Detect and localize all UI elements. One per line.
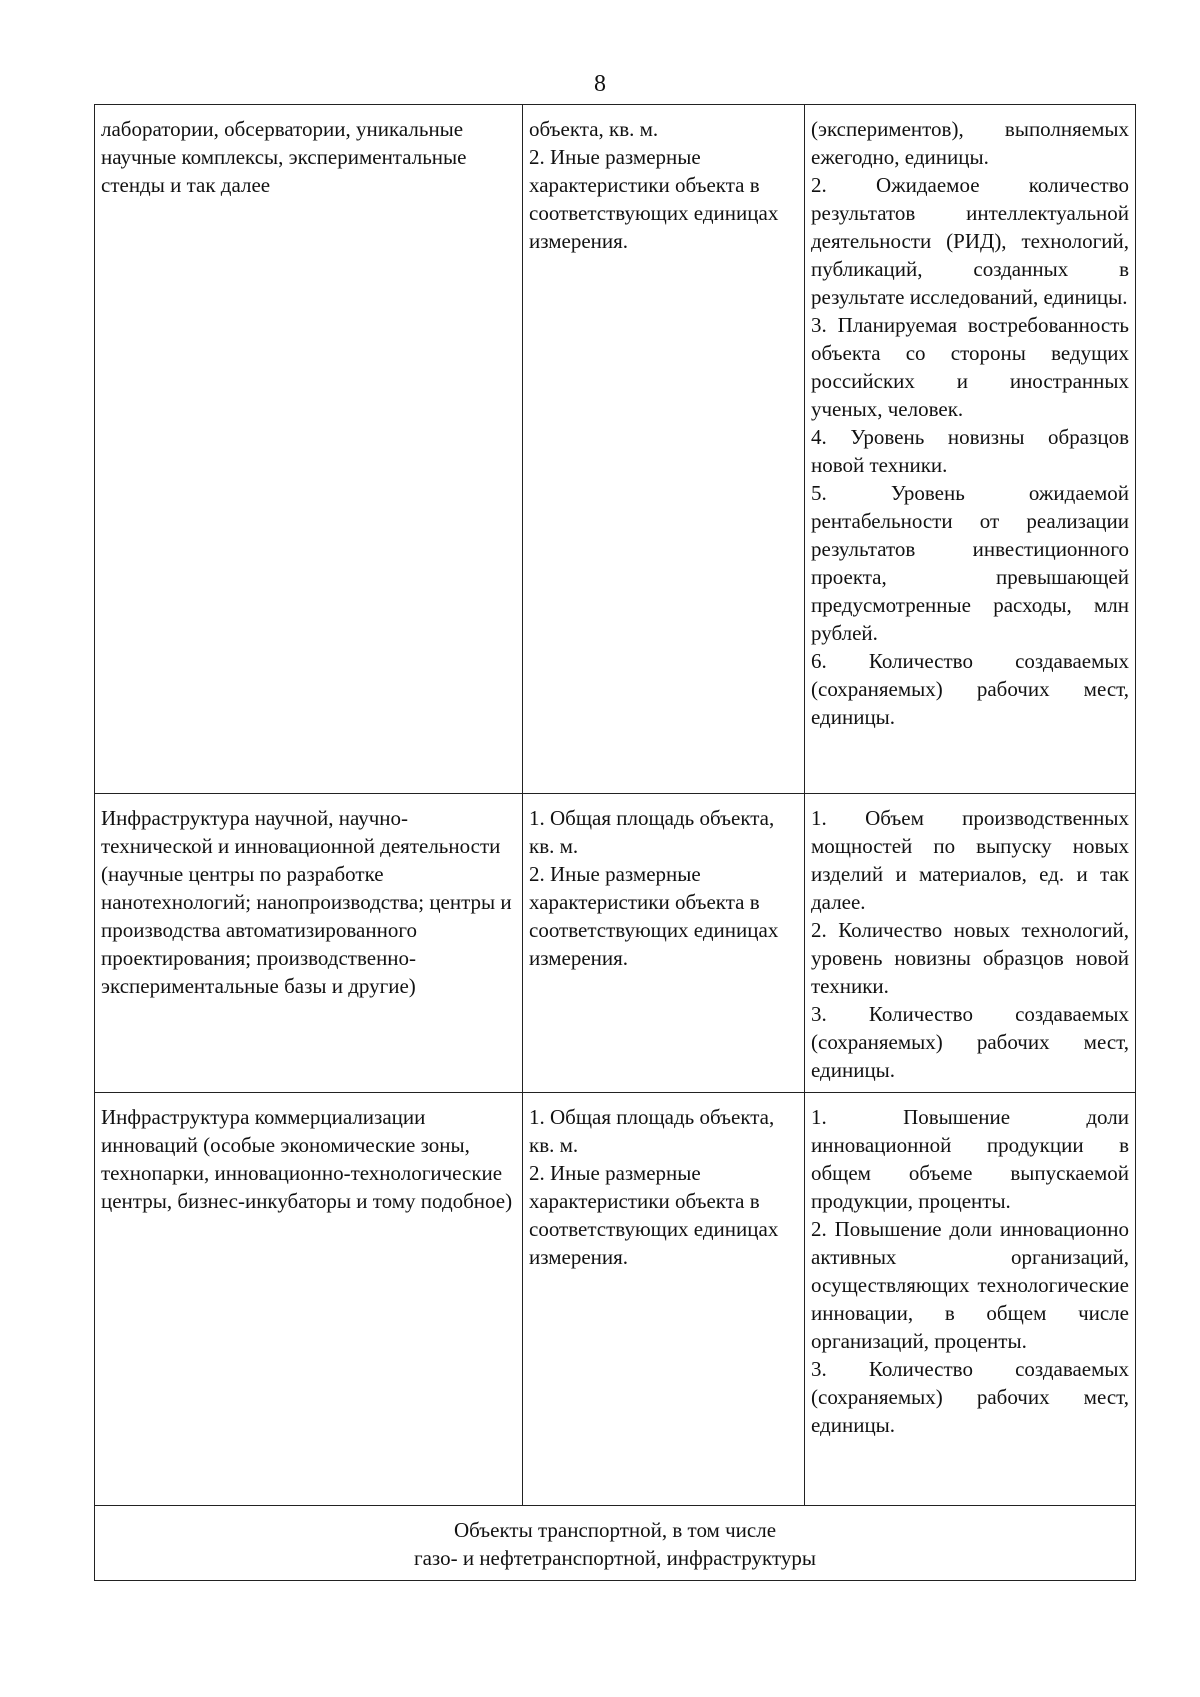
object-type-cell (95, 794, 523, 1093)
section-heading-line: газо- и нефтетранспортной, инфраструктуры (413, 1546, 816, 1570)
object-characteristics-cell (523, 1093, 805, 1506)
characteristic-item: 2. Иные размерные характеристики объекта в соответствующих единицах измерения. (529, 1161, 779, 1269)
characteristic-item: 1. Общая площадь объекта, кв. м. (529, 1105, 775, 1157)
indicator-item: 6. Количество создаваемых (сохраняемых) рабочих мест, единицы. (811, 649, 1129, 729)
characteristic-item: 1. Общая площадь объекта, кв. м. (529, 806, 775, 858)
indicator-item: 1. Повышение доли инновационной продукции в общем объеме выпускаемой продукции, проценты. (811, 1105, 1129, 1213)
object-type-text: Инфраструктура научной, научно-технической и инновационной деятельности (научные центры по разработке нанотехнологий; нанопроизводства; центры и производства автоматизированного проектирования; производственно-экспериментальные базы и другие) (101, 806, 512, 998)
object-type-text: лаборатории, обсерватории, уникальные научные комплексы, экспериментальные стенды и так далее (101, 117, 467, 197)
table-row (95, 1093, 1136, 1506)
indicator-item: 2. Ожидаемое количество результатов интеллектуальной деятельности (РИД), технологий, публикаций, созданных в результате исследований, единицы. (811, 173, 1129, 309)
table-row (95, 105, 1136, 794)
indicator-item: 2. Количество новых технологий, уровень новизны образцов новой техники. (811, 918, 1129, 998)
object-characteristics-cell (523, 105, 805, 794)
indicator-item: 4. Уровень новизны образцов новой техники. (811, 425, 1129, 477)
section-heading-cell (95, 1506, 1136, 1581)
indicators-table (94, 104, 1136, 1581)
indicator-item: 5. Уровень ожидаемой рентабельности от реализации результатов инвестиционного проекта, превышающей предусмотренные расходы, млн рублей. (811, 481, 1129, 645)
object-type-cell (95, 1093, 523, 1506)
table-row (95, 794, 1136, 1093)
indicator-item: 3. Количество создаваемых (сохраняемых) рабочих мест, единицы. (811, 1002, 1129, 1082)
characteristic-item: объекта, кв. м. (529, 117, 659, 141)
indicator-item: 1. Объем производственных мощностей по выпуску новых изделий и материалов, ед. и так далее. (811, 806, 1129, 914)
indicator-item: 3. Планируемая востребованность объекта со стороны ведущих российских и иностранных ученых, человек. (811, 313, 1129, 421)
indicators-cell (805, 105, 1136, 794)
characteristic-item: 2. Иные размерные характеристики объекта в соответствующих единицах измерения. (529, 145, 779, 253)
indicator-item: 2. Повышение доли инновационно активных организаций, осуществляющих технологические инновации, в общем числе организаций, проценты. (811, 1217, 1129, 1353)
indicator-item: 3. Количество создаваемых (сохраняемых) рабочих мест, единицы. (811, 1357, 1129, 1437)
page-number: 8 (594, 71, 606, 97)
section-heading-row (95, 1506, 1136, 1581)
indicators-cell (805, 794, 1136, 1093)
indicator-item: (экспериментов), выполняемых ежегодно, единицы. (811, 117, 1129, 169)
object-type-text: Инфраструктура коммерциализации инноваций (особые экономические зоны, технопарки, инновационно-технологические центры, бизнес-инкубаторы и тому подобное) (101, 1105, 513, 1213)
indicators-cell (805, 1093, 1136, 1506)
object-characteristics-cell (523, 794, 805, 1093)
section-heading-line: Объекты транспортной, в том числе (453, 1518, 777, 1542)
characteristic-item: 2. Иные размерные характеристики объекта в соответствующих единицах измерения. (529, 862, 779, 970)
object-type-cell (95, 105, 523, 794)
